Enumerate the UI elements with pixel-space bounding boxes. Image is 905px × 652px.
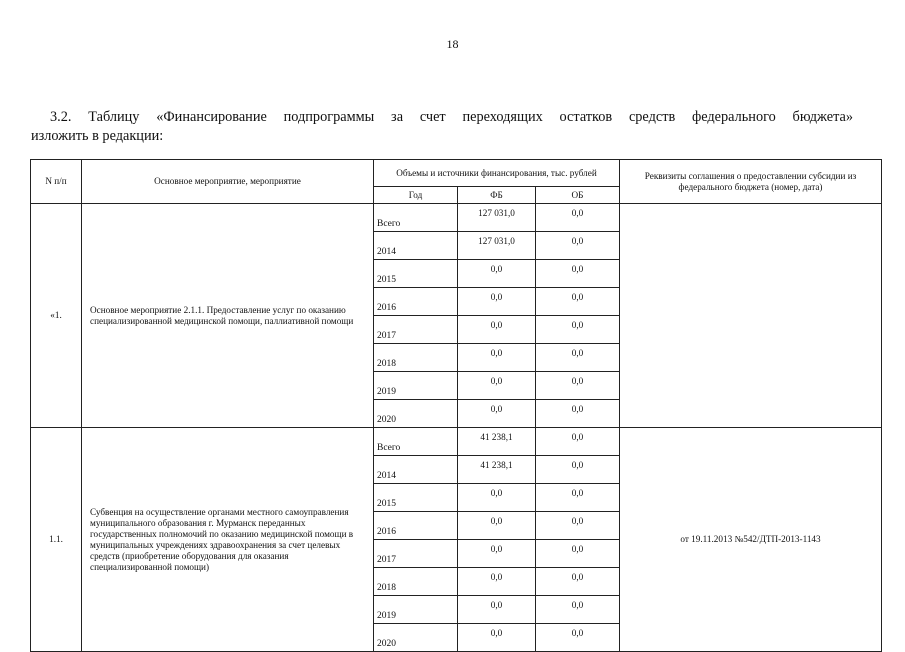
- ob-value: 0,0: [536, 428, 620, 456]
- fb-value: 0,0: [458, 344, 536, 372]
- agreement-requisites: [620, 204, 882, 428]
- ob-value: 0,0: [536, 568, 620, 596]
- ob-value: 0,0: [536, 204, 620, 232]
- ob-value: 0,0: [536, 512, 620, 540]
- year-cell: Всего: [374, 204, 458, 232]
- intro-line-2: изложить в редакции:: [31, 128, 164, 144]
- ob-value: 0,0: [536, 232, 620, 260]
- fb-value: 0,0: [458, 596, 536, 624]
- activity-name: Основное мероприятие 2.1.1. Предоставление услуг по оказанию специализированной медицинской помощи, паллиативной помощи: [82, 204, 374, 428]
- activity-name: Субвенция на осуществление органами местного самоуправления муниципального образования г. Мурманск переданных государственных полномочий по оказанию медицинской помощи в муниципальных учреждениях здравоохранения за счет целевых средств (приобретение оборудования для оказания специализированной помощи): [82, 428, 374, 652]
- year-cell: 2017: [374, 316, 458, 344]
- fb-value: 41 238,1: [458, 428, 536, 456]
- fb-value: 0,0: [458, 568, 536, 596]
- fb-value: 0,0: [458, 288, 536, 316]
- header-year: Год: [374, 187, 458, 204]
- header-volumes: Объемы и источники финансирования, тыс. рублей: [374, 160, 620, 187]
- year-cell: 2014: [374, 232, 458, 260]
- ob-value: 0,0: [536, 400, 620, 428]
- fb-value: 0,0: [458, 372, 536, 400]
- header-ob: ОБ: [536, 187, 620, 204]
- fb-value: 0,0: [458, 484, 536, 512]
- fb-value: 0,0: [458, 316, 536, 344]
- year-cell: 2015: [374, 260, 458, 288]
- year-cell: 2015: [374, 484, 458, 512]
- table-row: [31, 428, 882, 456]
- header-requisites: Реквизиты соглашения о предоставлении субсидии из федерального бюджета (номер, дата): [620, 160, 882, 204]
- table-row: [31, 204, 882, 232]
- year-cell: Всего: [374, 428, 458, 456]
- year-cell: 2016: [374, 288, 458, 316]
- ob-value: 0,0: [536, 316, 620, 344]
- fb-value: 127 031,0: [458, 232, 536, 260]
- year-cell: 2020: [374, 400, 458, 428]
- intro-line-1: 3.2. Таблицу «Финансирование подпрограммы за счет переходящих остатков средств федерального бюджета»: [50, 109, 853, 125]
- page-number: 18: [446, 37, 459, 51]
- ob-value: 0,0: [536, 456, 620, 484]
- fb-value: 0,0: [458, 260, 536, 288]
- ob-value: 0,0: [536, 540, 620, 568]
- header-num: N п/п: [31, 160, 82, 204]
- ob-value: 0,0: [536, 288, 620, 316]
- fb-value: 0,0: [458, 624, 536, 652]
- fb-value: 0,0: [458, 540, 536, 568]
- fb-value: 0,0: [458, 512, 536, 540]
- row-number: «1.: [31, 204, 82, 428]
- header-fb: ФБ: [458, 187, 536, 204]
- ob-value: 0,0: [536, 372, 620, 400]
- year-cell: 2020: [374, 624, 458, 652]
- fb-value: 41 238,1: [458, 456, 536, 484]
- fb-value: 127 031,0: [458, 204, 536, 232]
- agreement-requisites: от 19.11.2013 №542/ДТП-2013-1143: [620, 428, 882, 652]
- ob-value: 0,0: [536, 484, 620, 512]
- year-cell: 2019: [374, 596, 458, 624]
- ob-value: 0,0: [536, 624, 620, 652]
- fb-value: 0,0: [458, 400, 536, 428]
- header-name: Основное мероприятие, мероприятие: [82, 160, 374, 204]
- year-cell: 2017: [374, 540, 458, 568]
- ob-value: 0,0: [536, 260, 620, 288]
- ob-value: 0,0: [536, 344, 620, 372]
- year-cell: 2014: [374, 456, 458, 484]
- intro-paragraph: [31, 108, 853, 146]
- financing-table: [30, 159, 882, 652]
- year-cell: 2019: [374, 372, 458, 400]
- row-number: 1.1.: [31, 428, 82, 652]
- ob-value: 0,0: [536, 596, 620, 624]
- year-cell: 2016: [374, 512, 458, 540]
- year-cell: 2018: [374, 568, 458, 596]
- year-cell: 2018: [374, 344, 458, 372]
